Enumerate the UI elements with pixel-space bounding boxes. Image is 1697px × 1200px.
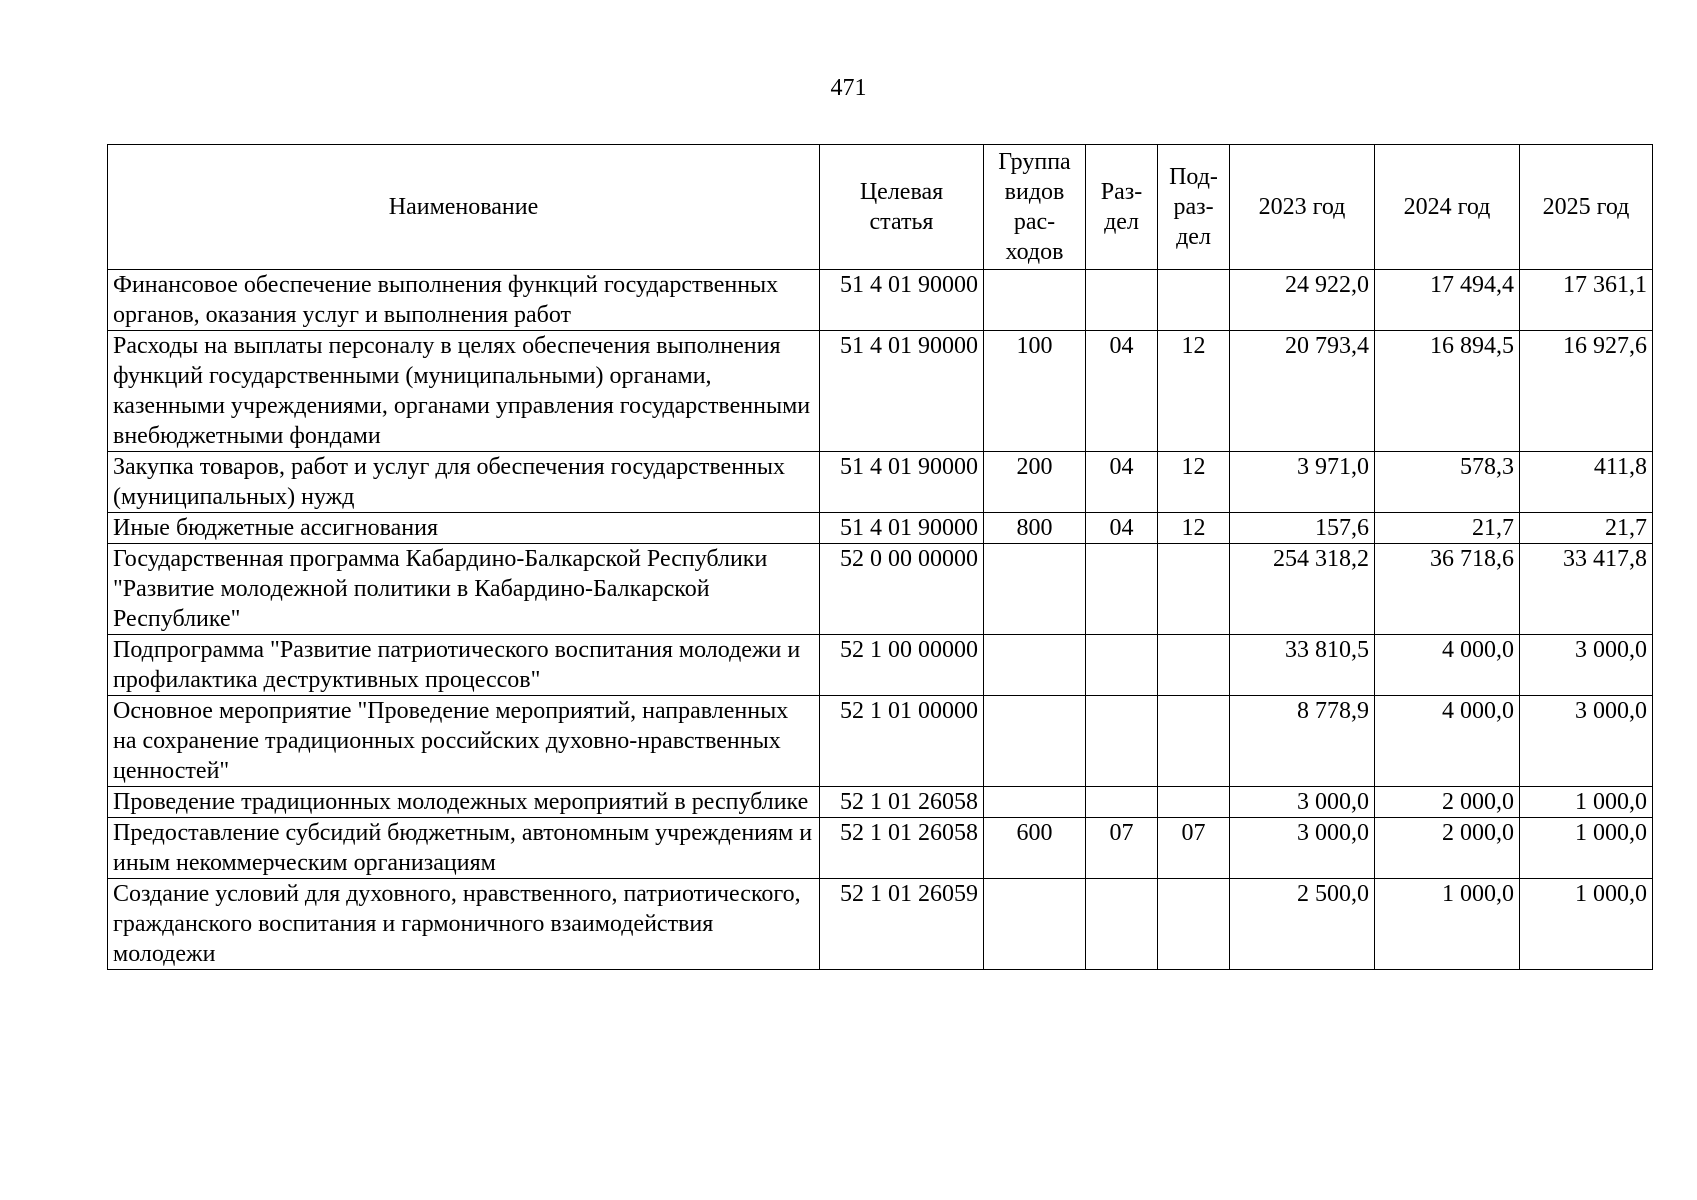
row-subsection <box>1158 879 1230 970</box>
row-2024: 4 000,0 <box>1375 696 1520 787</box>
row-subsection <box>1158 696 1230 787</box>
header-subsection-line2: раз- <box>1173 194 1214 220</box>
row-subsection: 12 <box>1158 452 1230 513</box>
header-subsection <box>1158 145 1230 270</box>
row-name: Подпрограмма "Развитие патриотического воспитания молодежи и профилактика деструктивных процессов" <box>108 635 820 696</box>
header-group-line3: рас- <box>1013 209 1056 235</box>
header-subsection-line1: Под- <box>1169 164 1218 190</box>
row-name: Финансовое обеспечение выполнения функций государственных органов, оказания услуг и выполнения работ <box>108 270 820 331</box>
row-2025: 33 417,8 <box>1520 544 1653 635</box>
row-2025: 16 927,6 <box>1520 331 1653 452</box>
row-target: 52 1 00 00000 <box>820 635 984 696</box>
row-group <box>984 696 1086 787</box>
row-target: 51 4 01 90000 <box>820 270 984 331</box>
row-2024: 578,3 <box>1375 452 1520 513</box>
row-group <box>984 879 1086 970</box>
row-2024: 17 494,4 <box>1375 270 1520 331</box>
row-2025: 17 361,1 <box>1520 270 1653 331</box>
row-name: Иные бюджетные ассигнования <box>108 513 820 544</box>
row-group <box>984 270 1086 331</box>
row-name: Государственная программа Кабардино-Балкарской Республики "Развитие молодежной политики в Кабардино-Балкарской Республике" <box>108 544 820 635</box>
header-target-line2: статья <box>869 209 934 235</box>
row-subsection: 12 <box>1158 513 1230 544</box>
table-header-row <box>108 145 1653 270</box>
table-row <box>108 544 1653 635</box>
row-target: 52 0 00 00000 <box>820 544 984 635</box>
row-target: 51 4 01 90000 <box>820 331 984 452</box>
row-target: 52 1 01 26058 <box>820 818 984 879</box>
row-group <box>984 787 1086 818</box>
row-2023: 2 500,0 <box>1230 879 1375 970</box>
row-2025: 1 000,0 <box>1520 787 1653 818</box>
row-target: 51 4 01 90000 <box>820 513 984 544</box>
header-2023: 2023 год <box>1230 145 1375 270</box>
table-row <box>108 513 1653 544</box>
row-2024: 21,7 <box>1375 513 1520 544</box>
header-section-line1: Раз- <box>1100 179 1143 205</box>
row-2025: 411,8 <box>1520 452 1653 513</box>
row-2025: 21,7 <box>1520 513 1653 544</box>
row-subsection <box>1158 787 1230 818</box>
header-group <box>984 145 1086 270</box>
row-2023: 157,6 <box>1230 513 1375 544</box>
header-target-line1: Целевая <box>859 179 944 205</box>
row-name: Расходы на выплаты персоналу в целях обеспечения выполнения функций государственными (муниципальными) органами, казенными учреждениями, органами управления государственными внебюджетными фондами <box>108 331 820 452</box>
header-section <box>1086 145 1158 270</box>
header-target <box>820 145 984 270</box>
row-target: 52 1 01 26058 <box>820 787 984 818</box>
budget-table <box>107 144 1653 970</box>
row-subsection <box>1158 270 1230 331</box>
row-group <box>984 635 1086 696</box>
row-name: Создание условий для духовного, нравственного, патриотического, гражданского воспитания и гармоничного взаимодействия молодежи <box>108 879 820 970</box>
row-group: 800 <box>984 513 1086 544</box>
row-2023: 33 810,5 <box>1230 635 1375 696</box>
page-number: 471 <box>830 75 867 101</box>
row-group: 100 <box>984 331 1086 452</box>
row-section <box>1086 270 1158 331</box>
header-2024: 2024 год <box>1375 145 1520 270</box>
row-name: Основное мероприятие "Проведение мероприятий, направленных на сохранение традиционных российских духовно-нравственных ценностей" <box>108 696 820 787</box>
row-2023: 254 318,2 <box>1230 544 1375 635</box>
row-2024: 1 000,0 <box>1375 879 1520 970</box>
row-name: Закупка товаров, работ и услуг для обеспечения государственных (муниципальных) нужд <box>108 452 820 513</box>
table-row <box>108 635 1653 696</box>
row-subsection <box>1158 635 1230 696</box>
row-target: 52 1 01 26059 <box>820 879 984 970</box>
table-row <box>108 270 1653 331</box>
row-subsection: 07 <box>1158 818 1230 879</box>
row-section <box>1086 787 1158 818</box>
row-2025: 3 000,0 <box>1520 696 1653 787</box>
row-name: Предоставление субсидий бюджетным, автономным учреждениям и иным некоммерческим организациям <box>108 818 820 879</box>
row-2023: 3 971,0 <box>1230 452 1375 513</box>
row-2023: 3 000,0 <box>1230 787 1375 818</box>
row-group <box>984 544 1086 635</box>
header-2025: 2025 год <box>1520 145 1653 270</box>
row-name: Проведение традиционных молодежных мероприятий в республике <box>108 787 820 818</box>
row-2023: 20 793,4 <box>1230 331 1375 452</box>
table-row <box>108 331 1653 452</box>
row-section <box>1086 879 1158 970</box>
row-section: 07 <box>1086 818 1158 879</box>
row-section: 04 <box>1086 452 1158 513</box>
row-2024: 4 000,0 <box>1375 635 1520 696</box>
table-row <box>108 452 1653 513</box>
row-2023: 8 778,9 <box>1230 696 1375 787</box>
row-section <box>1086 635 1158 696</box>
header-group-line2: видов <box>1004 179 1065 205</box>
row-2025: 3 000,0 <box>1520 635 1653 696</box>
header-section-line2: дел <box>1104 209 1139 235</box>
header-name: Наименование <box>108 145 820 270</box>
row-2024: 2 000,0 <box>1375 787 1520 818</box>
row-2024: 36 718,6 <box>1375 544 1520 635</box>
header-subsection-line3: дел <box>1176 224 1211 250</box>
row-target: 51 4 01 90000 <box>820 452 984 513</box>
row-section <box>1086 544 1158 635</box>
row-2025: 1 000,0 <box>1520 879 1653 970</box>
row-2024: 2 000,0 <box>1375 818 1520 879</box>
row-2023: 24 922,0 <box>1230 270 1375 331</box>
row-group: 200 <box>984 452 1086 513</box>
row-2025: 1 000,0 <box>1520 818 1653 879</box>
row-group: 600 <box>984 818 1086 879</box>
row-subsection <box>1158 544 1230 635</box>
row-section: 04 <box>1086 513 1158 544</box>
table-row <box>108 696 1653 787</box>
table-row <box>108 818 1653 879</box>
row-2024: 16 894,5 <box>1375 331 1520 452</box>
row-section <box>1086 696 1158 787</box>
row-subsection: 12 <box>1158 331 1230 452</box>
header-group-line4: ходов <box>1005 239 1064 265</box>
header-group-line1: Группа <box>998 149 1071 175</box>
row-target: 52 1 01 00000 <box>820 696 984 787</box>
table-row <box>108 879 1653 970</box>
row-2023: 3 000,0 <box>1230 818 1375 879</box>
row-section: 04 <box>1086 331 1158 452</box>
table-row <box>108 787 1653 818</box>
